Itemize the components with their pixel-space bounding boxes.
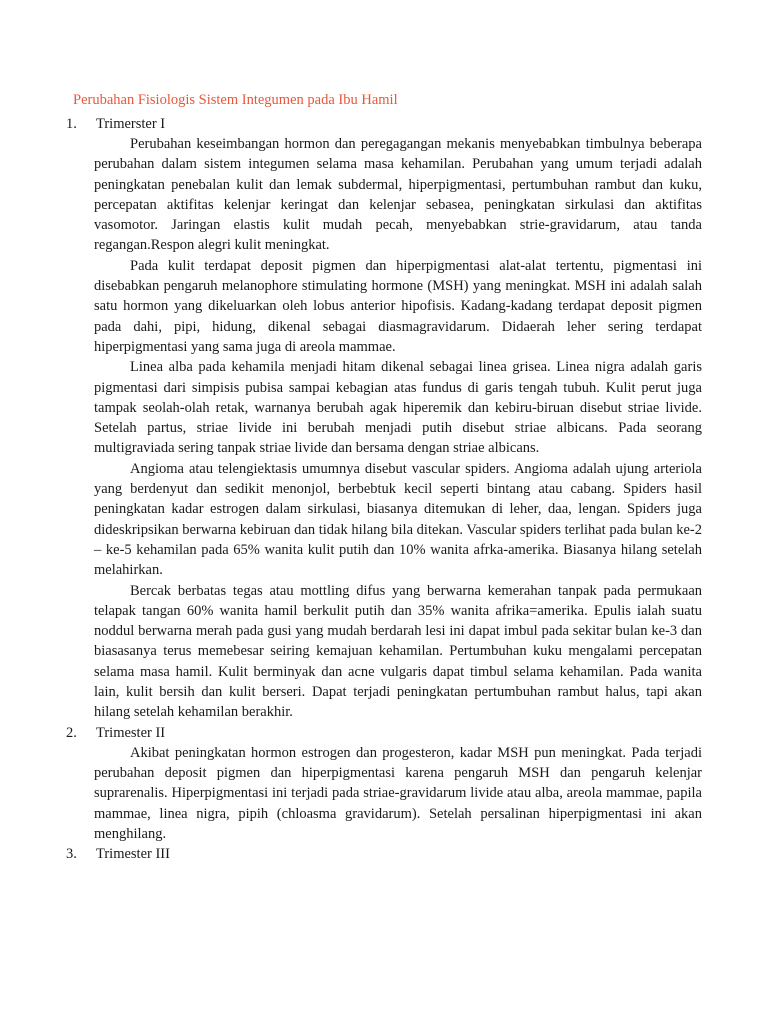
section-title: Trimerster I <box>96 116 166 132</box>
section-number: 1. <box>66 116 77 132</box>
section-trimester-2 <box>66 723 702 844</box>
section-heading <box>66 723 702 743</box>
paragraph: Bercak berbatas tegas atau mottling difus yang berwarna kemerahan tanpak pada permukaan telapak tangan 60% wanita hamil berkulit putih dan 35% wanita afrika=amerika. Epulis ialah suatu noddul berwarna merah pada gusi yang mudah berdarah lesi ini dapat imbul pada sekitar bulan ke-3 dan biasasanya terus memebesar seiring kemajuan kehamilan. Pertumbuhan kuku mengalami percepatan selama masa hamil. Kulit berminyak dan acne vulgaris dapat timbul selama kehamilan. Pada wanita lain, kulit bersih dan kulit berseri. Dapat terjadi peningkatan pertumbuhan rambut halus, tapi akan hilang setelah kehamilan berakhir. <box>94 582 702 721</box>
section-number: 3. <box>66 846 77 863</box>
section-title: Trimester III <box>96 846 170 863</box>
paragraph: Pada kulit terdapat deposit pigmen dan hiperpigmentasi alat-alat tertentu, pigmentasi ini disebabkan pengaruh melanophore stimulating hormone (MSH) yang meningkat. MSH ini adalah salah satu hormon yang dikeluarkan oleh lobus anterior hipofisis. Kadang-kadang terdapat deposit pigmen pada dahi, pipi, hidung, dikenal sebagai diasmagravidarum. Didaerah leher sering terdapat hiperpigmentasi yang sama juga di areola mammae. <box>94 257 702 355</box>
section-heading <box>66 114 702 134</box>
section-heading <box>66 844 702 864</box>
paragraph: Linea alba pada kehamila menjadi hitam dikenal sebagai linea grisea. Linea nigra adalah garis pigmentasi dari simpisis pubisa sampai kebagian atas fundus di garis tengah tubuh. Kulit perut juga tampak seolah-olah retak, warnanya berubah agak hiperemik dan kebiru-biruan disebut striae livide. Setelah partus, striae livide ini berubah menjadi putih disebut striae albicans. Pada seorang multigraviada sering tanpak striae livide dan bersama dengan striae albicans. <box>94 359 702 457</box>
section-number: 2. <box>66 724 77 741</box>
section-trimester-1 <box>66 114 702 723</box>
section-trimester-3 <box>66 844 702 864</box>
section-body <box>66 134 702 723</box>
section-body <box>66 743 702 844</box>
paragraph: Angioma atau telengiektasis umumnya disebut vascular spiders. Angioma adalah ujung arteriola yang berdenyut dan sedikit menonjol, berbebtuk kecil seperti bintang atau cabang. Spiders hasil peningkatan kadar estrogen dalam sirkulasi, biasanya ditemukan di leher, daa, lengan. Spiders juga dideskripsikan berwarna kebiruan dan tidak hilang bila ditekan. Vascular spiders terlihat pada bulan ke-2 – ke-5 kehamilan pada 65% wanita kulit putih dan 10% wanita afrka-amerika. Biasanya hilang setelah melahirkan. <box>94 460 702 579</box>
section-title: Trimester II <box>96 724 166 741</box>
paragraph: Akibat peningkatan hormon estrogen dan progesteron, kadar MSH pun meningkat. Pada terjadi perubahan deposit pigmen dan hiperpigmentasi karena pengaruh MSH dan pengaruh kelenjar suprarenalis. Hiperpigmentasi ini terjadi pada striae-gravidarum livide atau alba, areola mammae, papila mammae, linea nigra, pipih (chloasma gravidarum). Setelah persalinan hiperpigmentasi ini akan menghilang. <box>94 744 702 842</box>
document-title: Perubahan Fisiologis Sistem Integumen pada Ibu Hamil <box>73 92 398 108</box>
paragraph: Perubahan keseimbangan hormon dan peregagangan mekanis menyebabkan timbulnya beberapa perubahan dalam sistem integumen selama masa kehamilan. Perubahan yang umum terjadi adalah peningkatan penebalan kulit dan lemak subdermal, hiperpigmentasi, pertumbuhan rambut dan kuku, percepatan aktifitas kelenjar keringat dan kelenjar sebasea, peningkatan sirkulasi dan aktifitas vasomotor. Jaringan elastis kulit mudah pecah, menyebabkan strie-gravidarum, atau tanda regangan.Respon alegri kulit meningkat. <box>94 136 702 254</box>
